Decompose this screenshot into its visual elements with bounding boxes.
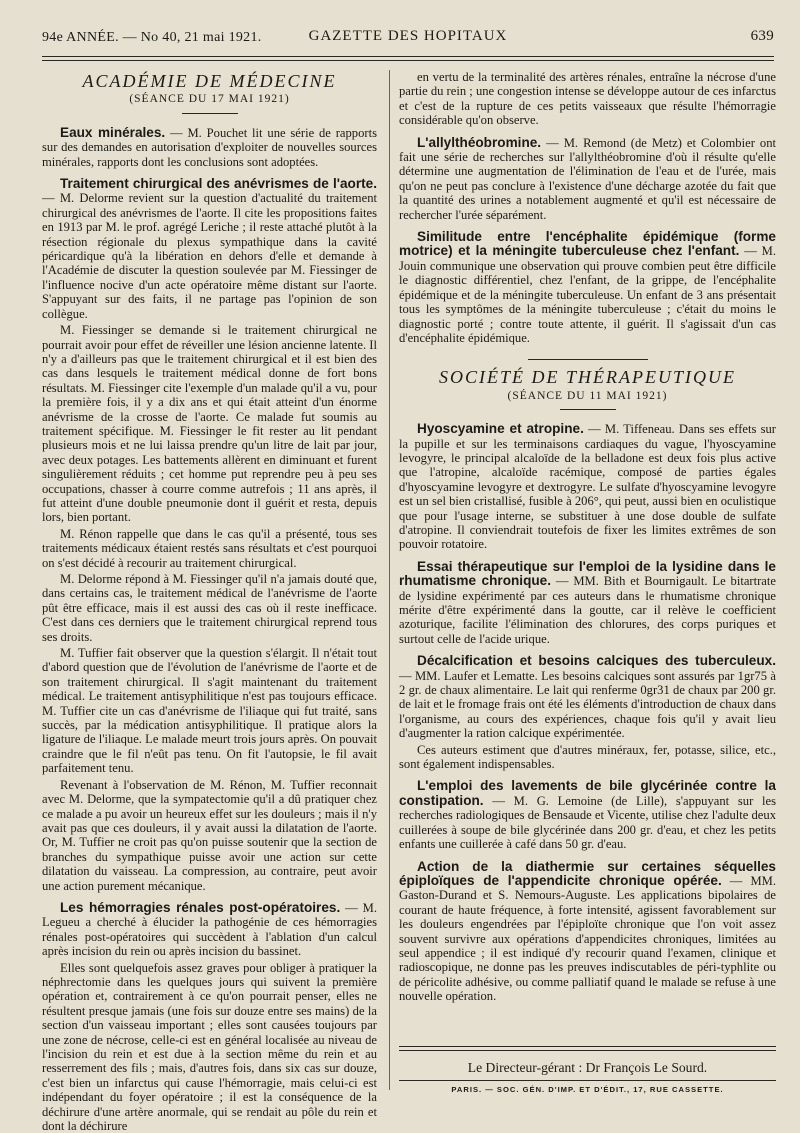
director-line: Le Directeur-gérant : Dr François Le Sourd. [467,1060,708,1075]
article-title: Action de la diathermie sur certaines séquelles épiploïques de l'appendicite chronique opérée. [399,858,776,888]
article-text: — M. Tiffeneau. Dans ses effets sur la pupille et sur les terminaisons cardiaques du vague, l'hyoscyamine levogyre, le principal alcaloïde de la belladone est deux fois plus active que l'atropine, alcaloïde racémique, composé de parties égales d'hyoscyamine levogyre et dextrogyre. Le sulfate d'hyoscyamine levogyre est un sel bien cristallisé, fusible à 206°, qui peut, aussi bien en oculistique que pour l'usage interne, se substituer à une dose double de sulfate d'atropine. Il conviendrait toutefois de fixer les limites extrêmes de son pouvoir rotatoire. [399,422,776,552]
issue-info: 94e ANNÉE. — No 40, 21 mai 1921. [42,30,262,45]
article-title: Essai thérapeutique sur l'emploi de la lysidine dans le rhumatisme chronique. [399,558,776,589]
page-header [42,28,774,50]
section-seance-academie: (SÉANCE DU 17 MAI 1921) [129,93,290,106]
article-text: M. Tuffier fait observer que la question s'élargit. Il n'était tout d'abord question que de l'évolution de l'anévrisme de l'aorte et de son traitement chirurgical. Il s'agit maintenant du traitement médical. Le traitement antisyphilitique n'est pas toujours efficace. M. Tuffier cite un cas d'anévrisme de l'iliaque qui fut traité, sans succès, par la médication antisyphilitique. Il pratique alors la ligature de l'iliaque. Le malade meurt trois jours après. On pouvait craindre que le fil n'eût pas tenu. On fit l'autopsie, le fil avait parfaitement tenu. [42,646,377,776]
article-paragraph [42,323,377,525]
article-text: — M. Jouin communique une observation qui prouve combien peut être difficile le diagnostic différentiel, chez l'enfant, de la grippe, de l'encéphalite épidémique et de la méningite tuberculeuse. Un enfant de 3 ans présentait tous les symptômes de la méningite tuberculeuse ; c'était du moins le diagnostic porté ; contre toute attente, il guérit. Il s'agissait d'un cas d'encéphalite épidémique. [399,244,776,345]
article-paragraph [399,70,776,128]
left-column [42,70,377,1133]
section-rule [182,113,238,114]
article-text: M. Delorme répond à M. Fiessinger qu'il n'a jamais douté que, dans certains cas, le traitement médical de l'anévrisme de l'aorte pût être efficace, mais il est aussi des cas où il reste inefficace. C'est dans ces derniers que le traitement chirurgical reprend tous ses droits. [42,572,377,644]
article-paragraph [42,901,377,959]
article-paragraph [42,778,377,893]
article-text: Elles sont quelquefois assez graves pour obliger à pratiquer la néphrectomie dans les quelques jours qui suivent la première opération et, contrairement à ce qu'on pourrait penser, elles ne résultent presque jamais (une fois sur douze entre ses mains) de la section d'un vaisseau important ; elles sont causées toujours par une zone de nécrose, celle-ci est en général localisée au niveau de l'incision du rein et est due à la section même du rein et au resserrement des fils ; mais, d'autres fois, dans six cas sur douze, c'est bien un infarctus qui cause l'hémorragie, mais celui-ci est indépendant du foyer opératoire ; il est la conséquence de la déchirure d'une artère anormale, qui se rendait au pôle du rein et dont la déchirure [42,960,377,1133]
article-paragraph [399,654,776,740]
article-text: — MM. Bith et Bournigault. Le bitartrate de lysidine expérimenté par ces auteurs dans le rhumatisme chronique mérite d'être expérimenté dans la goutte, car il relève le coefficient azoturique, facilite l'élimination des chlorures, des corps puriques et surtout celle de l'acide urique. [399,574,776,646]
right-article-list-bottom [399,422,776,1003]
article-title: Traitement chirurgical des anévrismes de l'aorte. [60,176,377,192]
footer-rule-mid [399,1080,776,1081]
section-title-therapeutique: SOCIÉTÉ DE THÉRAPEUTIQUE [439,367,736,388]
article-paragraph [399,779,776,851]
article-paragraph [399,230,776,345]
left-article-list [42,126,377,1133]
article-paragraph [399,743,776,772]
article-title: Similitude entre l'encéphalite épidémique (forme motrice) et la méningite tuberculeuse chez l'enfant. [399,229,776,259]
article-title: Décalcification et besoins calciques des tuberculeux. [417,653,776,669]
column-divider [389,70,390,1090]
page-number: 639 [750,28,774,44]
article-text: Revenant à l'observation de M. Rénon, M. Tuffier reconnait avec M. Delorme, que la sympatectomie qu'il a dû pratiquer chez ce malade a pu avoir un heureux effet sur les douleurs ; mais il n'y avait pas que ces douleurs, il y avait aussi la dilatation de l'aorte. Or, M. Tuffier ne croit pas qu'on puisse soutenir que la section de branches du sympathique puisse avoir une action sur cette dilatation du vaisseau. La compression, au contraire, peut avoir une action purement mécanique. [42,777,377,893]
article-title: Eaux minérales. [60,124,166,140]
section-rule [560,409,616,410]
footer-rule-top-2 [399,1050,776,1051]
article-paragraph [399,136,776,222]
article-text: — MM. Gaston-Durand et S. Nemours-Auguste. Les applications bipolaires de courant de haute fréquence, à forte intensité, agissent favorablement sur les douleurs engendrées par l'épiploïte chronique que l'on voit assez souvent survivre aux opérations d'appendicites chroniques, limitées au seul appendice ; il est indiqué d'y recourir quand l'examen, clinique et radioscopique, ne donne pas les preuves indiscutables de péri-typhlite ou de péricolite adhésive, ou comme palliatif quand le malade se refuse à une nouvelle opération. [399,873,777,1004]
footer-rule-top [399,1046,776,1047]
journal-title: GAZETTE DES HOPITAUX [308,28,508,44]
article-text: — M. Remond (de Metz) et Colombier ont fait une série de recherches sur l'allylthéobromine d'où il résulte qu'elle détermine une augmentation de l'élimination de l'eau et de l'urée, mais qu'on ne peut pas conclure à l'existence d'une décharge azotée du fait que la quantité des urines a notablement augmenté et qu'il est nécessaire de rechercher l'urée séparément. [399,135,776,222]
printer-line: PARIS. — SOC. GÉN. D'IMP. ET D'ÉDIT., 17, RUE CASSETTE. [451,1085,724,1094]
article-paragraph [399,422,776,552]
article-paragraph [42,527,377,570]
article-text: — MM. Laufer et Lematte. Les besoins calciques sont assurés par 1gr75 à 2 gr. de chaux alimentaire. Le lait qui renferme 0gr31 de chaux par 200 gr. de lait et le fromage frais ont été les éléments d'introduction de chaux dans l'organisme, au cours des expériences, chaque fois qu'il y avait lieu d'augmenter la ration calcique expérimentée. [399,668,776,741]
article-title: L'allylthéobromine. [417,134,542,150]
right-column [399,70,776,1004]
right-article-list-top [399,70,776,345]
article-text: — M. G. Lemoine (de Lille), s'appuyant sur les recherches radiologiques de Bensaude et Vicente, utilise chez l'adulte deux cuillerées à soupe de bile glycérinée dans 200 gr. d'eau, et chez les petits enfants une cuillerée à café dans 50 gr. d'eau. [399,793,776,852]
header-rule-top [42,56,774,57]
article-title: Les hémorragies rénales post-opératoires. [60,899,341,915]
article-paragraph [399,560,776,646]
article-title: Hyoscyamine et atropine. [417,421,584,437]
article-text: — M. Delorme revient sur la question d'actualité du traitement chirurgical des anévrismes de l'aorte. Il cite les propositions faites en 1913 par M. le prof. agrégé Leriche ; il reste attaché plutôt à la résection régionale du plexus sympathique dans la cavité péricardique qu'à la libération en dehors d'elle et demande à l'Académie de discuter la question soulevée par M. Fiessinger de l'influence nocive d'un acte opératoire même distant sur l'aorte. S'appuyant sur des faits, il ne partage pas l'opinion de son collègue. [42,191,377,321]
article-paragraph [42,177,377,321]
header-rule-bottom [42,60,774,61]
article-paragraph [42,126,377,169]
article-text: en vertu de la terminalité des artères rénales, entraîne la nécrose d'une partie du rein ; une congestion intense se développe autour de ces infarctus et c'est de la rupture de ces petits vaisseaux que résulte l'hémorragie considérable qu'on observe. [399,70,776,128]
article-paragraph [42,572,377,644]
article-text: M. Fiessinger se demande si le traitement chirurgical ne pourrait avoir pour effet de réveiller une lésion ancienne latente. Il n'y a d'ailleurs pas que le traitement chirurgical et il est bien des cas dans lesquels le traitement médical donne de fort bons résultats. M. Fiessinger cite l'exemple d'un malade qu'il a vu, pour la première fois, il y a dix ans et qui était atteint d'un énorme anévrisme de la crosse de l'aorte. Ce malade fut soumis au traitement spécifique. M. Fiessinger le fit rester au lit pendant plusieurs mois et ne lui laissa prendre qu'un litre de lait par jour, avec deux potages. Les battements allèrent en diminuant et furent singulièrement réduits ; cet homme put reprendre peu à peu ses occupations, chasser à courre comme autrefois ; 11 ans après, il fut atteint d'une double pneumonie dont il guérit et resta, depuis lors, bien portant. [42,323,377,525]
section-separator [528,359,648,360]
article-paragraph [42,646,377,776]
section-seance-therapeutique: (SÉANCE DU 11 MAI 1921) [507,389,668,402]
article-text: — M. Legueu a cherché à élucider la pathogénie de ces hémorragies rénales post-opératoires qui succèdent à l'ablation d'un calcul après incision du rein ou après incision du bassinet. [42,900,377,959]
article-title: L'emploi des lavements de bile glycérinée contre la constipation. [399,778,776,808]
article-text: — M. Pouchet lit une série de rapports sur des demandes en autorisation d'exploiter de nouvelles sources minérales, rapports dont les conclusions sont adoptées. [42,125,377,169]
section-title-academie: ACADÉMIE DE MÉDECINE [82,71,337,91]
article-paragraph [399,860,776,1004]
article-text: Ces auteurs estiment que d'autres minéraux, fer, potasse, silice, etc., sont également indispensables. [399,742,776,772]
article-paragraph [42,961,377,1133]
article-text: M. Rénon rappelle que dans le cas qu'il a présenté, tous ses traitements médicaux étaient restés sans résultats et c'est pourquoi on s'est décidé à recourir au traitement chirurgical. [42,526,377,570]
